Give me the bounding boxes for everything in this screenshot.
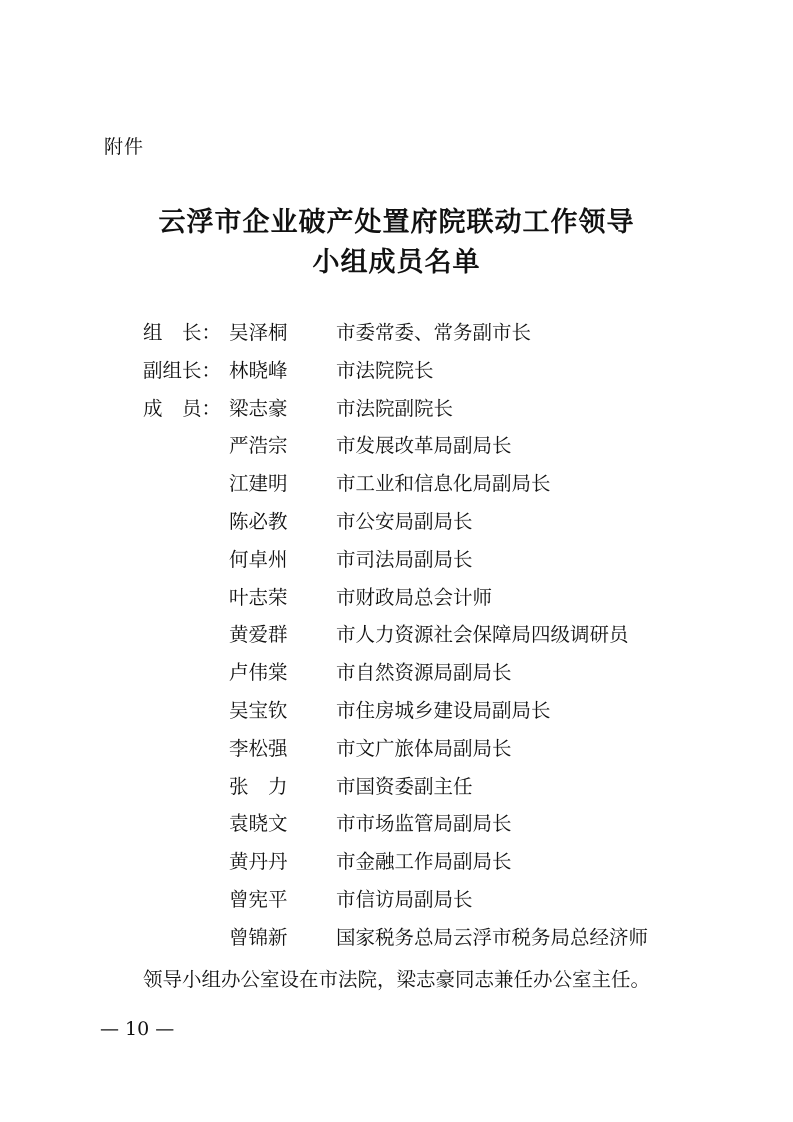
member-duty: 市人力资源社会保障局四级调研员 <box>336 623 629 647</box>
member-name: 吴宝钦 <box>229 698 288 722</box>
member-row <box>0 848 793 886</box>
member-row <box>0 924 793 962</box>
page-number: — 10 — <box>100 1018 175 1040</box>
member-row <box>0 810 793 848</box>
member-duty: 市自然资源局副局长 <box>336 661 512 685</box>
member-row <box>0 773 793 811</box>
member-row <box>0 470 793 508</box>
member-name: 袁晓文 <box>229 812 288 836</box>
member-duty: 市金融工作局副局长 <box>336 850 512 874</box>
member-duty: 国家税务总局云浮市税务局总经济师 <box>336 925 649 949</box>
office-note: 领导小组办公室设在市法院，梁志豪同志兼任办公室主任。 <box>143 968 651 991</box>
member-duty: 市司法局副局长 <box>336 547 473 571</box>
member-duty: 市法院院长 <box>336 358 434 382</box>
member-duty: 市财政局总会计师 <box>336 585 493 609</box>
member-duty: 市信访局副局长 <box>336 887 473 911</box>
member-row <box>0 395 793 433</box>
member-row <box>0 584 793 622</box>
member-duty: 市委常委、常务副市长 <box>336 321 532 344</box>
member-duty: 市文广旅体局副局长 <box>336 736 512 760</box>
member-name: 曾锦新 <box>229 925 288 949</box>
member-role: 组 长： <box>143 321 222 344</box>
member-row <box>0 659 793 697</box>
document-title-line-2: 小组成员名单 <box>312 247 481 278</box>
document-title-line-1: 云浮市企业破产处置府院联动工作领导 <box>158 207 635 238</box>
member-row <box>0 621 793 659</box>
member-duty: 市市场监管局副局长 <box>336 812 512 836</box>
member-name: 梁志豪 <box>229 396 288 420</box>
member-duty: 市发展改革局副局长 <box>336 434 512 458</box>
member-row <box>0 697 793 735</box>
member-duty: 市法院副院长 <box>336 396 454 420</box>
member-duty: 市国资委副主任 <box>336 774 473 798</box>
member-row <box>0 546 793 584</box>
member-list <box>0 319 793 962</box>
member-duty: 市住房城乡建设局副局长 <box>336 698 551 722</box>
member-role: 成 员： <box>143 396 222 420</box>
member-name: 林晓峰 <box>229 358 288 382</box>
member-row <box>0 508 793 546</box>
member-name: 黄爱群 <box>229 623 288 647</box>
member-name: 何卓州 <box>229 547 288 571</box>
attachment-label: 附件 <box>104 136 145 158</box>
member-name: 陈必教 <box>229 509 288 533</box>
member-row <box>0 886 793 924</box>
member-row <box>0 319 793 357</box>
member-name: 卢伟棠 <box>229 661 288 685</box>
member-row <box>0 357 793 395</box>
member-name: 叶志荣 <box>229 585 288 609</box>
member-name: 严浩宗 <box>229 434 288 458</box>
member-name: 张 力 <box>229 774 288 798</box>
member-name: 江建明 <box>229 472 288 496</box>
member-role: 副组长： <box>143 358 222 382</box>
member-row <box>0 432 793 470</box>
member-duty: 市公安局副局长 <box>336 509 473 533</box>
member-row <box>0 735 793 773</box>
member-name: 黄丹丹 <box>229 850 288 874</box>
member-name: 李松强 <box>229 736 288 760</box>
member-name: 吴泽桐 <box>229 321 288 344</box>
member-duty: 市工业和信息化局副局长 <box>336 472 551 496</box>
member-name: 曾宪平 <box>229 887 288 911</box>
